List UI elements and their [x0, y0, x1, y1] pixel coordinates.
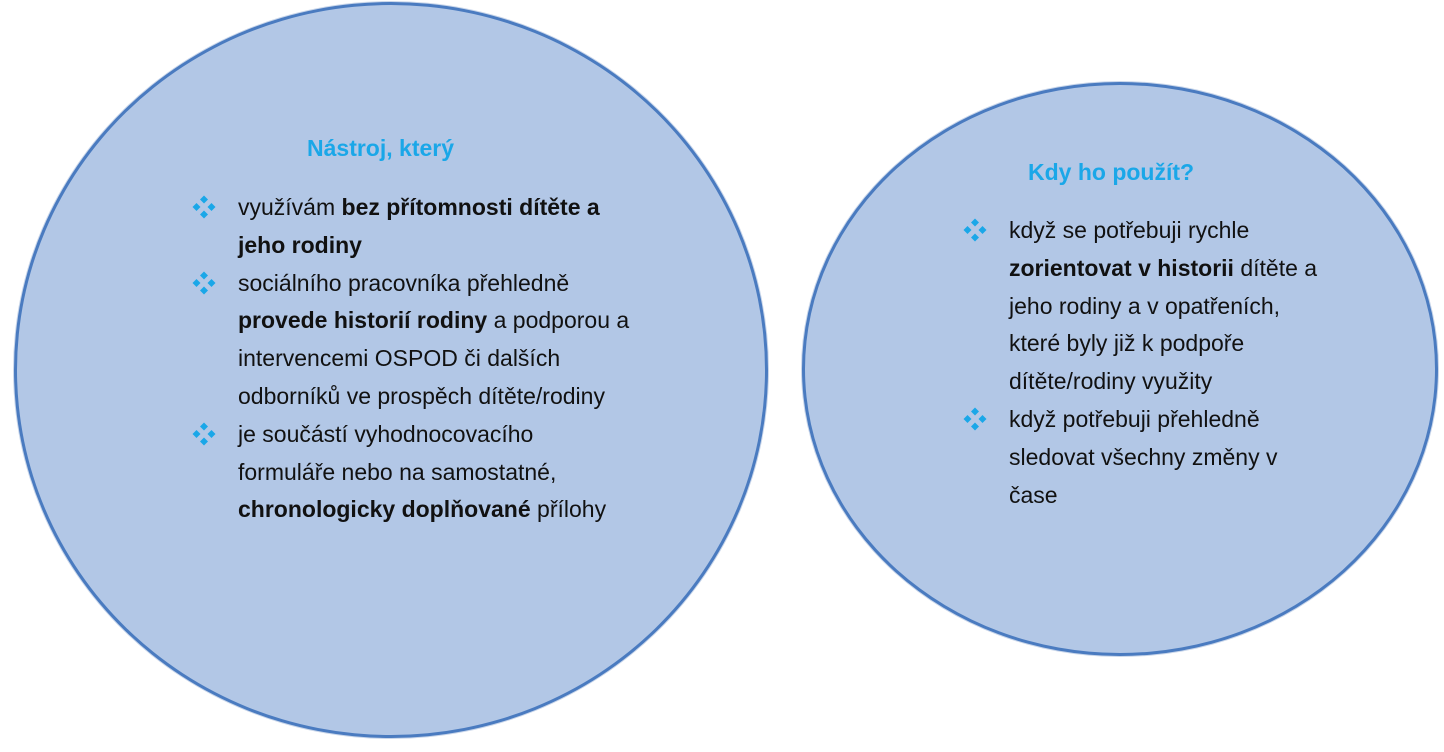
bullet-text — [1009, 217, 1317, 394]
left-circle-heading: Nástroj, který — [307, 135, 455, 161]
bullet-text-bold: bez přítomnosti dítěte a jeho rodiny — [238, 194, 600, 258]
four-diamond-bullet-icon — [963, 407, 987, 431]
bullet-text-plain: dítěte a jeho rodiny a v opatřeních, které byly již k podpoře dítěte/rodiny využity — [1009, 254, 1318, 395]
bullet-text-plain: přílohy — [530, 496, 607, 523]
bullet-item — [192, 189, 632, 265]
bullet-item — [963, 212, 1323, 401]
four-diamond-bullet-icon — [192, 271, 216, 295]
bullet-text-plain: využívám — [238, 194, 342, 220]
right-bullet-list — [963, 212, 1323, 514]
left-bullet-list — [192, 189, 632, 529]
bullet-text — [238, 270, 629, 409]
bullet-item — [192, 416, 632, 529]
bullet-text-plain: když potřebuji přehledně sledovat všechny změny v čase — [1009, 405, 1278, 508]
right-circle-heading: Kdy ho použít? — [1028, 159, 1195, 185]
bullet-item — [192, 265, 632, 416]
bullet-text-plain: a podporou a intervencemi OSPOD či dalších odborníků ve prospěch dítěte/rodiny — [238, 307, 630, 409]
bullet-text-bold: chronologicky doplňované — [238, 496, 531, 523]
bullet-text-plain: sociálního pracovníka přehledně — [238, 269, 570, 296]
bullet-text-bold: provede historií rodiny — [238, 307, 488, 334]
bullet-text — [238, 421, 606, 523]
four-diamond-bullet-icon — [192, 422, 216, 446]
bullet-text — [1009, 406, 1277, 508]
bullet-text-plain: je součástí vyhodnocovacího formuláře nebo na samostatné, — [238, 420, 557, 485]
four-diamond-bullet-icon — [192, 195, 216, 219]
bullet-text-bold: zorientovat v historii — [1009, 254, 1234, 281]
bullet-item — [963, 401, 1323, 514]
bullet-text-plain: když se potřebuji rychle — [1009, 217, 1250, 243]
bullet-text — [238, 194, 600, 258]
four-diamond-bullet-icon — [963, 218, 987, 242]
